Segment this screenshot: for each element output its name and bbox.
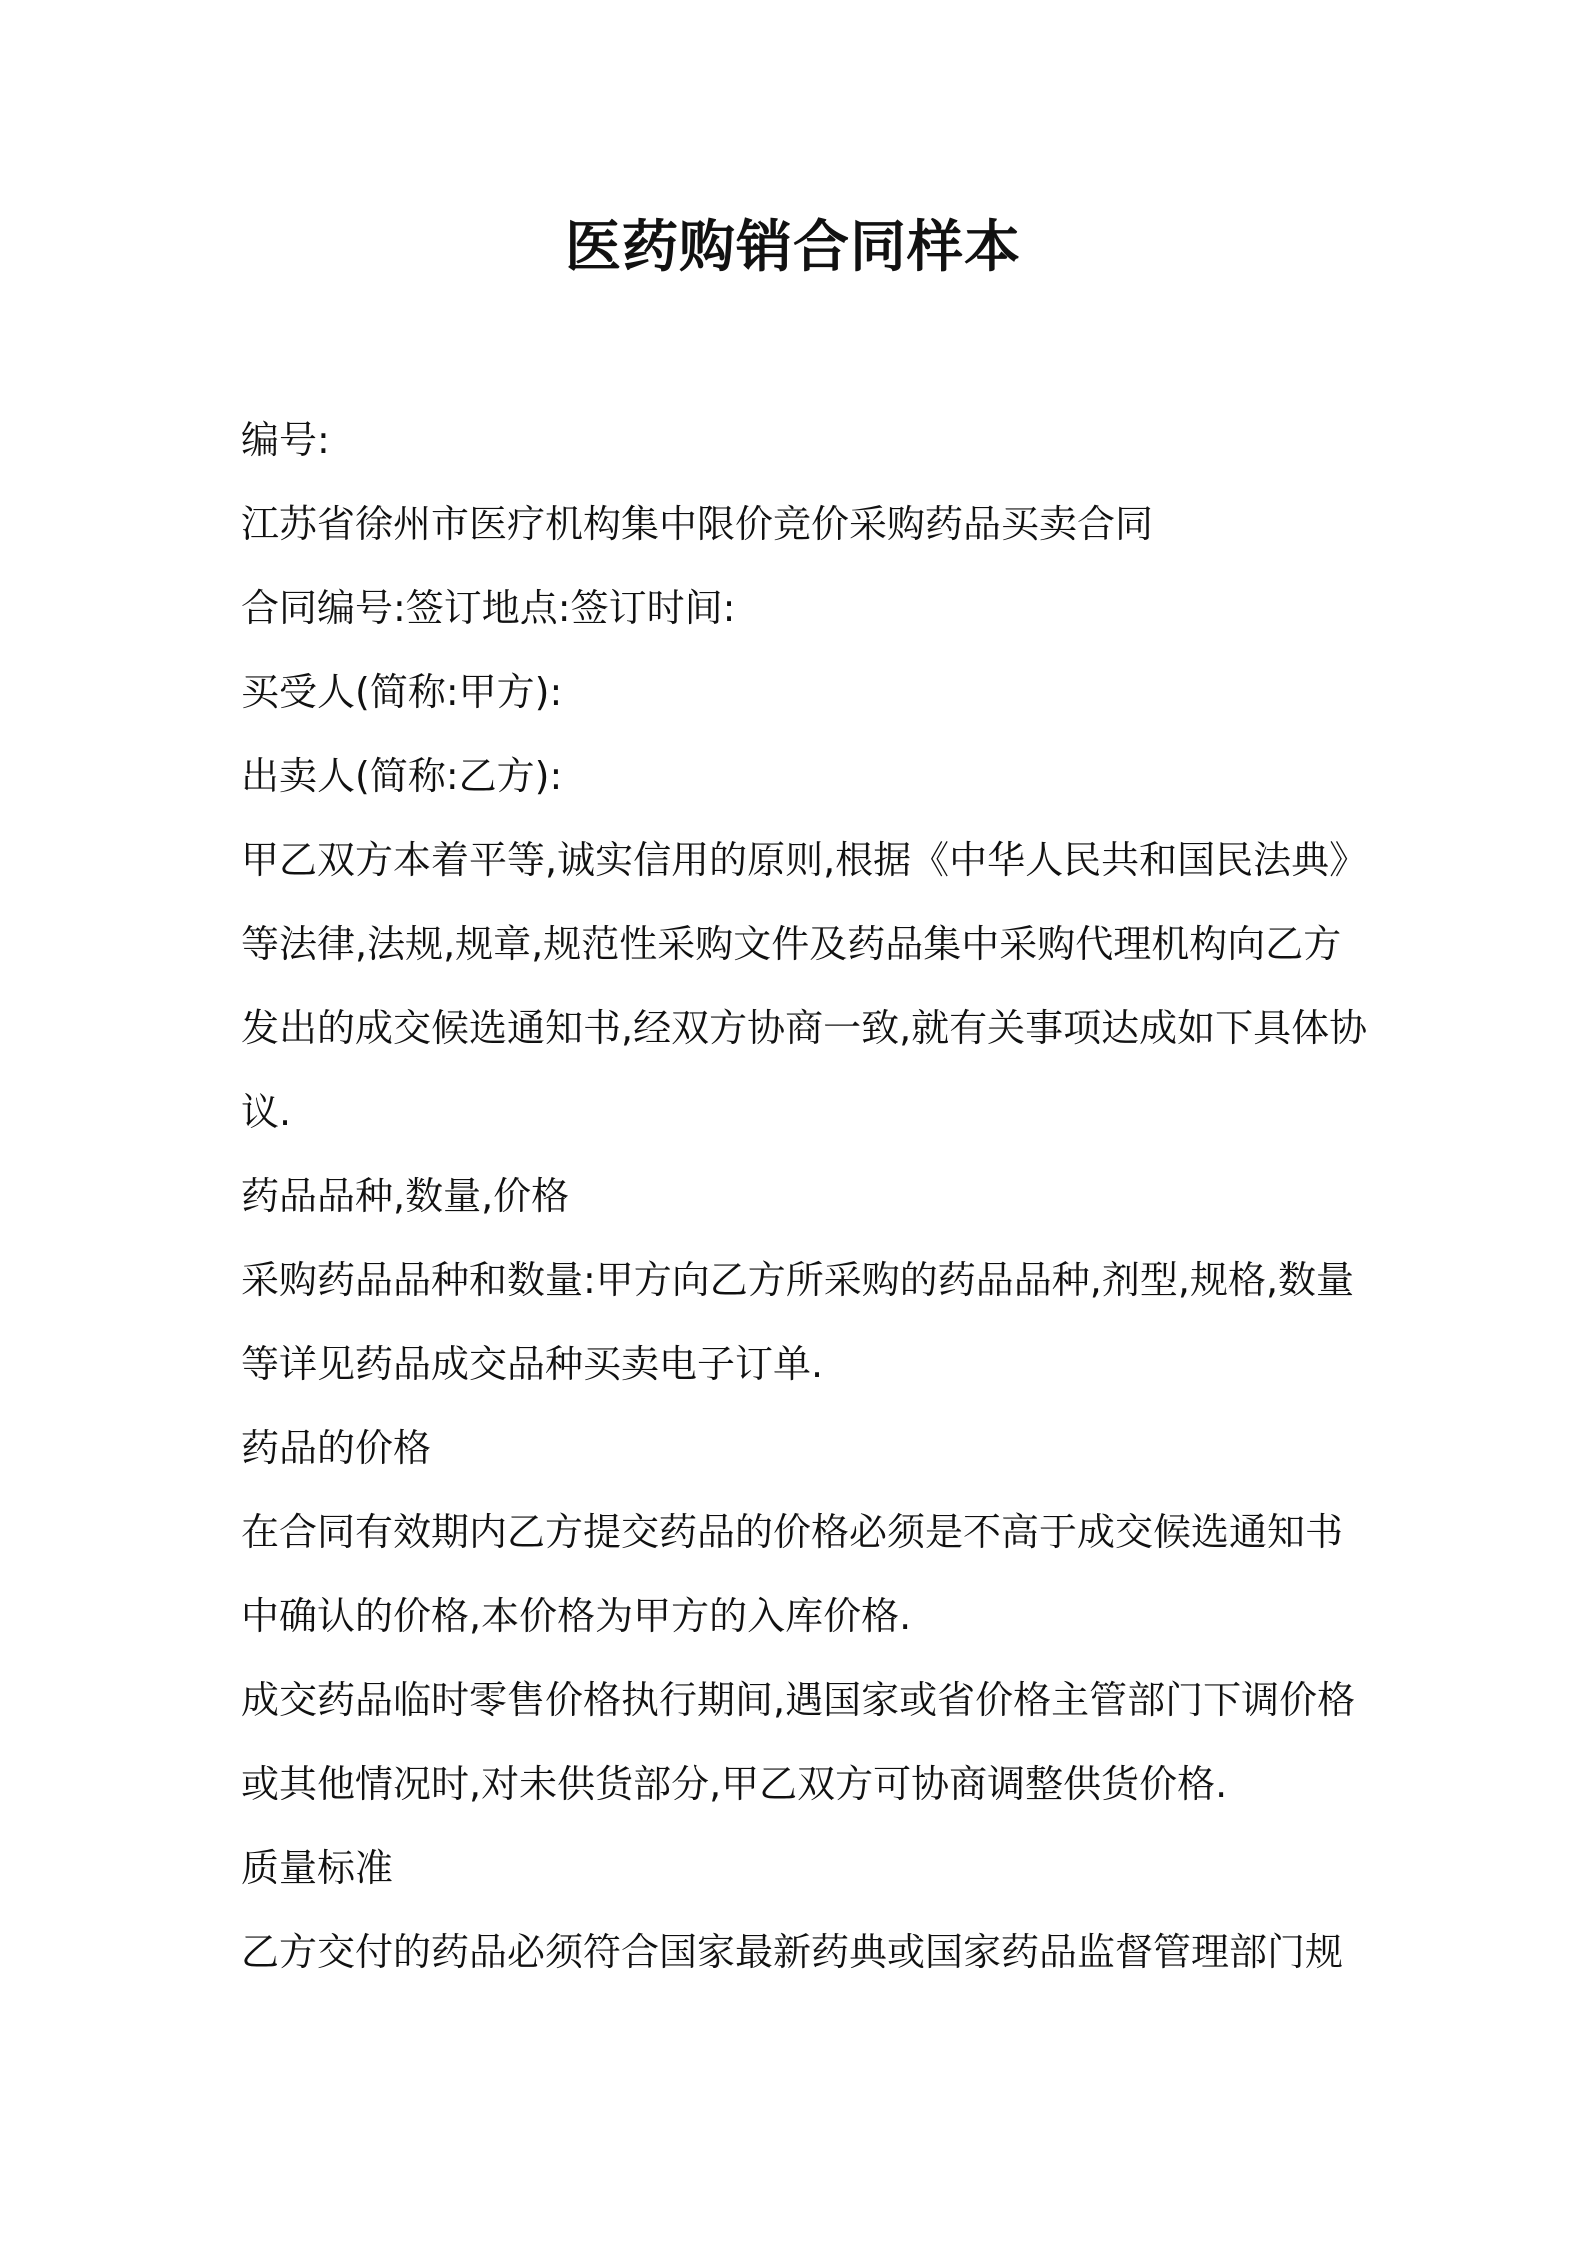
section-heading: 质量标准: [241, 1846, 394, 1890]
document-body: [241, 398, 1371, 1994]
paragraph-line: 成交药品临时零售价格执行期间,遇国家或省价格主管部门下调价格: [241, 1678, 1356, 1722]
paragraph-line: 等详见药品成交品种买卖电子订单.: [241, 1342, 824, 1386]
paragraph-line: 在合同有效期内乙方提交药品的价格必须是不高于成交候选通知书: [241, 1510, 1344, 1554]
paragraph-line: 乙方交付的药品必须符合国家最新药典或国家药品监督管理部门规: [241, 1930, 1344, 1974]
contract-heading: 江苏省徐州市医疗机构集中限价竞价采购药品买卖合同: [241, 502, 1154, 546]
preamble-line: 发出的成交候选通知书,经双方协商一致,就有关事项达成如下具体协: [241, 1006, 1368, 1050]
document-title: 医药购销合同样本: [565, 215, 1021, 280]
contract-meta-line: 合同编号:签订地点:签订时间:: [241, 586, 736, 630]
paragraph-line: 中确认的价格,本价格为甲方的入库价格.: [241, 1594, 912, 1638]
contract-number-label: 编号:: [241, 418, 330, 462]
seller-line: 出卖人(简称:乙方):: [241, 754, 563, 798]
paragraph-line: 采购药品品种和数量:甲方向乙方所采购的药品品种,剂型,规格,数量: [241, 1258, 1355, 1302]
preamble-line: 等法律,法规,规章,规范性采购文件及药品集中采购代理机构向乙方: [241, 922, 1342, 966]
section-heading: 药品品种,数量,价格: [241, 1174, 570, 1218]
paragraph-line: 或其他情况时,对未供货部分,甲乙双方可协商调整供货价格.: [241, 1762, 1228, 1806]
preamble-line: 议.: [241, 1090, 292, 1134]
buyer-line: 买受人(简称:甲方):: [241, 670, 563, 714]
preamble-line: 甲乙双方本着平等,诚实信用的原则,根据《中华人民共和国民法典》: [241, 838, 1368, 882]
section-heading: 药品的价格: [241, 1426, 432, 1470]
